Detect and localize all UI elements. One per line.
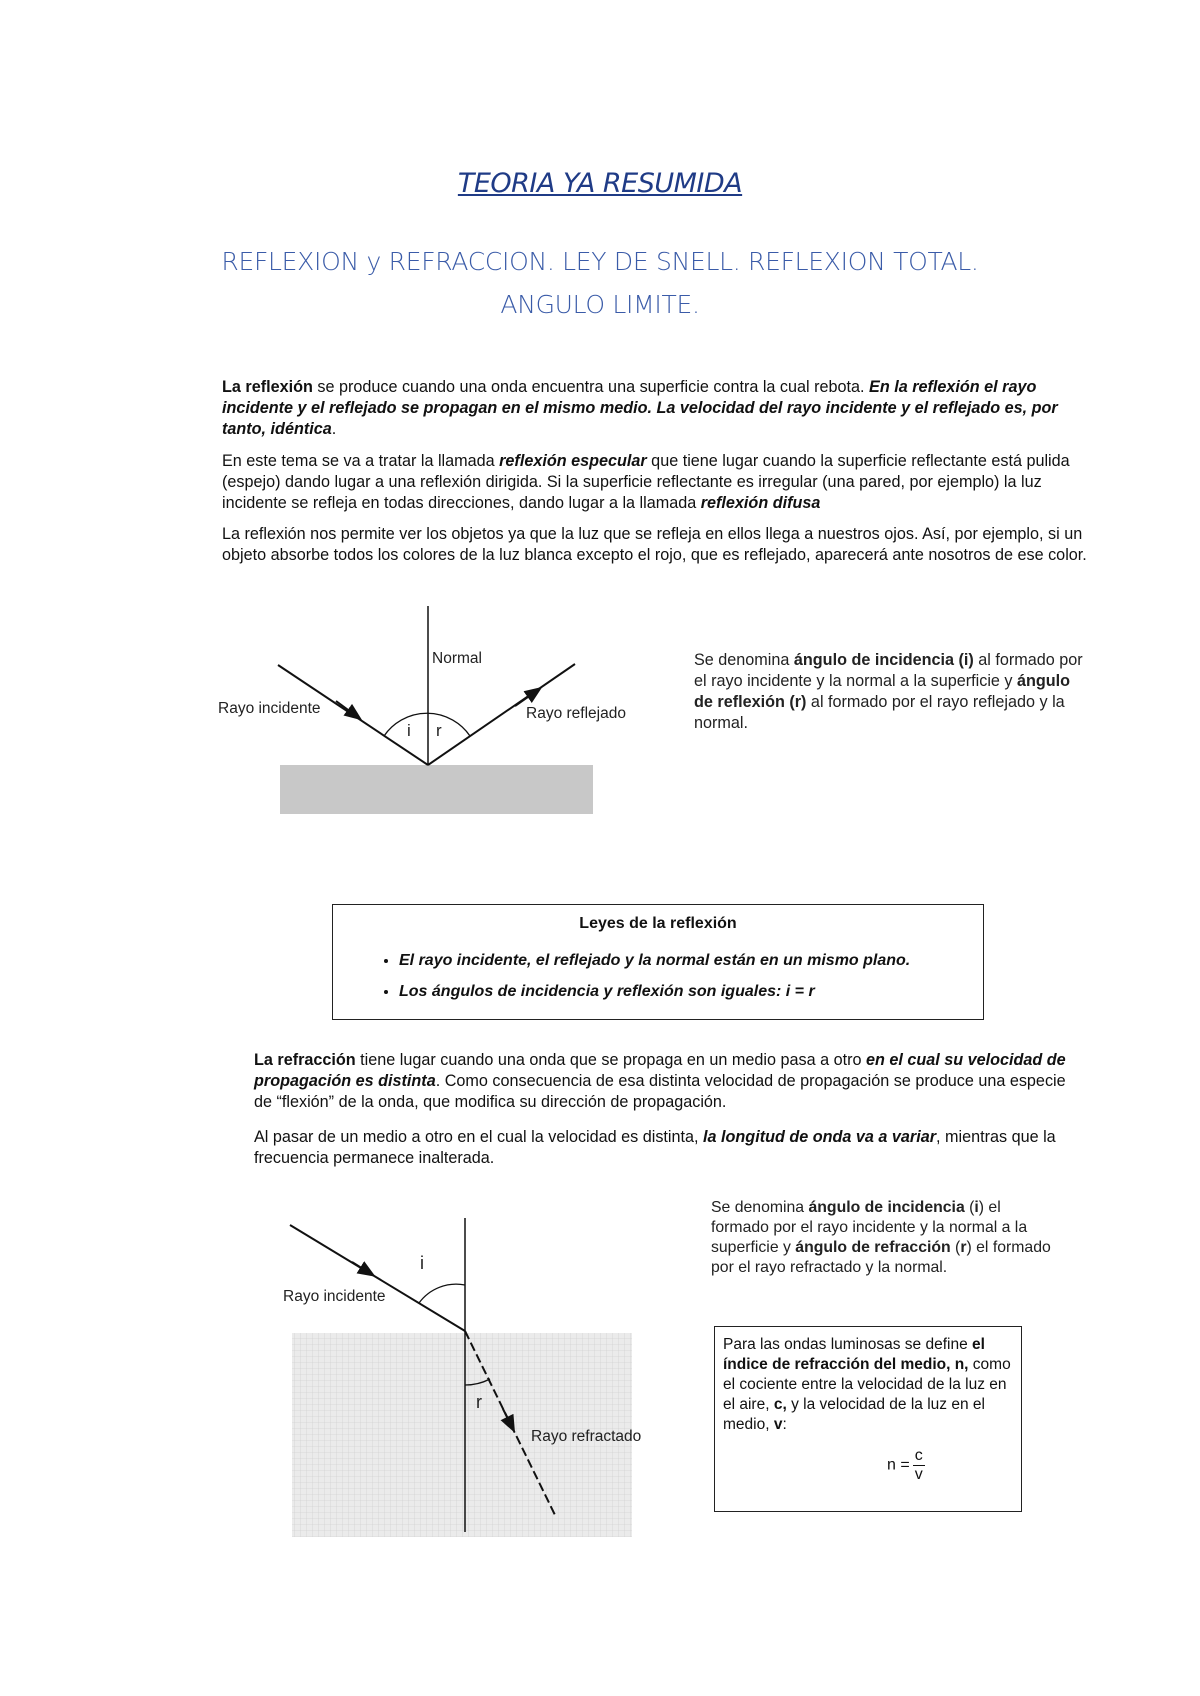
emphasis-run: En la reflexión el rayo incidente y el reflejado se propagan en el mismo medio. La velocidad del rayo incidente y el reflejado es, por tanto, idéntica: [222, 378, 1058, 438]
laws-title: Leyes de la reflexión: [579, 915, 737, 932]
law-item: • El rayo incidente, el reflejado y la normal están en un mismo plano.: [399, 945, 910, 976]
text-run: (: [964, 1199, 975, 1216]
refractive-index-box: [714, 1326, 1022, 1512]
subtitle-line-1: REFLEXION y REFRACCION. LEY DE SNELL. REFLEXION TOTAL.: [221, 247, 979, 276]
angle-i-label: i: [407, 721, 411, 740]
incident-arrow: [352, 1262, 368, 1272]
term-angulo-refraccion: ángulo de refracción: [795, 1239, 951, 1256]
reflection-paragraph-3: La reflexión nos permite ver los objetos ya que la luz que se refleja en ellos llega a nuestros ojos. Así, por ejemplo, si un objeto absorbe todos los colores de la luz blanca excepto el rojo, que es reflejado, aparecerá ante nosotros de ese color.: [222, 525, 1087, 564]
text-run: al formado por el rayo reflejado y la normal.: [694, 693, 1065, 732]
term-reflexion-difusa: reflexión difusa: [700, 494, 821, 512]
law-item: • Los ángulos de incidencia y reflexión son iguales: i = r: [399, 976, 910, 1007]
formula-numerator: c: [914, 1447, 923, 1464]
text-run: .: [331, 420, 337, 438]
normal-label: Normal: [432, 650, 482, 667]
text-run: , mientras que la frecuencia permanece inalterada.: [254, 1128, 1056, 1167]
symbol-r: r: [960, 1239, 967, 1256]
symbol-i: i: [974, 1199, 979, 1216]
formula-lhs: n =: [887, 1456, 910, 1474]
text-run: que tiene lugar cuando la superficie reflectante está pulida (espejo) dando lugar a una reflexión dirigida. Si la superficie reflectante es irregular (una pared, por ejemplo) la luz incidente se refleja en todas direcciones, dando lugar a la llamada: [222, 452, 1070, 512]
formula-denominator: v: [914, 1466, 923, 1483]
text-run: En este tema se va a tratar la llamada: [222, 452, 500, 470]
symbol-v: v: [773, 1416, 783, 1433]
refracted-ray-label: Rayo refractado: [531, 1428, 642, 1445]
angle-i-label: i: [420, 1253, 424, 1273]
incident-ray: [290, 1225, 465, 1331]
term-angulo-reflexion: ángulo de reflexión (r): [694, 672, 1071, 711]
symbol-c: c,: [773, 1396, 787, 1413]
text-run: (: [950, 1239, 961, 1256]
angle-i-arc: [419, 1284, 465, 1303]
term-refraccion: La refracción: [254, 1051, 356, 1069]
incident-ray-label: Rayo incidente: [218, 700, 321, 717]
refractive-index-formula: [887, 1447, 925, 1484]
text-run: :: [782, 1416, 787, 1433]
refraction-angles-description: [711, 1198, 1056, 1278]
text-run: ) el formado por el rayo incidente y la normal a la superficie y: [711, 1199, 1028, 1256]
term-angulo-incidencia: ángulo de incidencia: [808, 1199, 965, 1216]
text-run: al formado por el rayo incidente y la normal a la superficie y: [694, 651, 1083, 690]
emphasis-run: la longitud de onda va a variar: [703, 1128, 937, 1146]
text-run: y la velocidad de la luz en el medio,: [723, 1396, 985, 1433]
text-run: Para las ondas luminosas se define: [723, 1336, 973, 1353]
emphasis-run: en el cual su velocidad de propagación es distinta: [254, 1051, 1066, 1090]
text-run: . Como consecuencia de esa distinta velocidad de propagación se produce una especie de “flexión” de la onda, que modifica su dirección de propagación.: [254, 1072, 1066, 1111]
text-run: Se denomina: [711, 1199, 809, 1216]
text-run: como el cociente entre la velocidad de la luz en el aire,: [723, 1356, 1011, 1413]
page-title: TEORIA YA RESUMIDA: [457, 168, 743, 199]
refractive-index-text: [723, 1335, 1015, 1435]
text-run: ) el formado por el rayo refractado y la normal.: [711, 1239, 1051, 1276]
formula-fraction: [913, 1447, 925, 1484]
incident-ray-label: Rayo incidente: [283, 1288, 386, 1305]
term-indice-refraccion: el índice de refracción del medio, n,: [723, 1336, 985, 1373]
term-reflexion: La reflexión: [222, 378, 313, 396]
text-run: Al pasar de un medio a otro en el cual la velocidad es distinta,: [254, 1128, 704, 1146]
subtitle-line-2: ANGULO LIMITE.: [500, 290, 700, 319]
term-reflexion-especular: reflexión especular: [499, 452, 647, 470]
text-run: se produce cuando una onda encuentra una superficie contra la cual rebota.: [312, 378, 870, 396]
reflected-ray-label: Rayo reflejado: [526, 705, 626, 722]
term-angulo-incidencia: ángulo de incidencia (i): [793, 651, 974, 669]
angle-r-label: r: [436, 721, 442, 740]
angle-r-label: r: [476, 1392, 482, 1412]
text-run: Se denomina: [694, 651, 794, 669]
text-run: tiene lugar cuando una onda que se propaga en un medio pasa a otro: [355, 1051, 866, 1069]
